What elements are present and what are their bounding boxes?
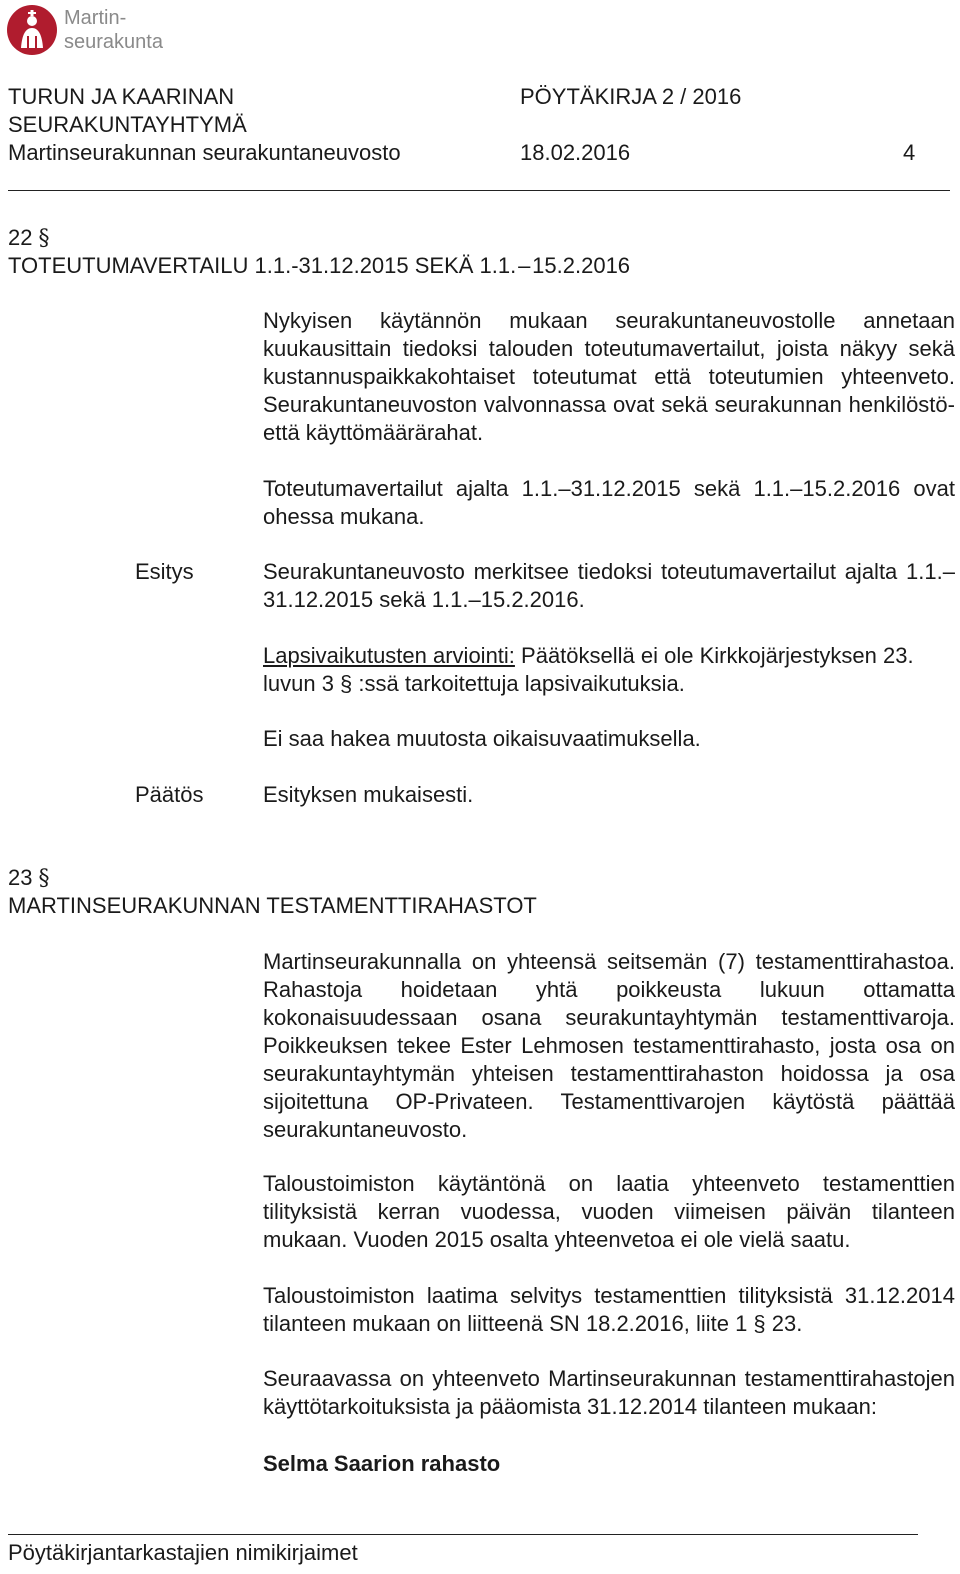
appeal-note: Ei saa hakea muutosta oikaisuvaatimuksella.: [263, 726, 701, 751]
header-org-line-1: TURUN JA KAARINAN: [8, 84, 235, 109]
esitys-label: Esitys: [135, 559, 194, 584]
parish-logo-text: [64, 6, 163, 54]
section-sign: §: [38, 226, 50, 251]
child-impact-assessment: [263, 642, 955, 698]
paatos-text: Esityksen mukaisesti.: [263, 782, 474, 807]
child-impact-label: Lapsivaikutusten arviointi:: [263, 643, 515, 668]
header-doc-title: PÖYTÄKIRJA 2 / 2016: [520, 84, 742, 109]
section-number: 23: [8, 865, 33, 890]
section-number: 22: [8, 225, 33, 250]
section-sign: §: [38, 866, 50, 891]
section-23-paragraph-2: Taloustoimiston käytäntönä on laatia yhteenveto testamenttien tilityksistä kerran vuodessa, vuoden viimeisen päivän tilanteen mukaan. Vuoden 2015 osalta yhteenvetoa ei ole vielä saatu.: [263, 1171, 955, 1252]
child-impact-text: Päätöksellä ei ole Kirkkojärjestyksen 23. luvun 3 § :ssä tarkoitettuja lapsivaikutuksia.: [263, 643, 914, 696]
header-body-name: Martinseurakunnan seurakuntaneuvosto: [8, 140, 401, 165]
section-22-title: TOTEUTUMAVERTAILU 1.1.-31.12.2015 SEKÄ 1.1. – 15.2.2016: [8, 253, 631, 278]
parish-logo: [6, 4, 206, 56]
section-23-paragraph-4: Seuraavassa on yhteenveto Martinseurakunnan testamenttirahastojen käyttötarkoituksista ja pääomista 31.12.2014 tilanteen mukaan:: [263, 1366, 955, 1419]
section-22-paragraph-1: Nykyisen käytännön mukaan seurakuntaneuvostolle annetaan kuukausittain tiedoksi talouden toteutumavertailut, joista näkyy sekä kustannuspaikkakohtaiset toteutumat että toteutumien yhteenveto. Seurakuntaneuvoston valvonnassa ovat sekä seurakunnan henkilöstö- että käyttömäärärahat.: [263, 308, 955, 445]
parish-emblem-icon: [6, 4, 58, 56]
section-23-paragraph-3: Taloustoimiston laatima selvitys testamenttien tilityksistä 31.12.2014 tilanteen mukaan on liitteenä SN 18.2.2016, liite 1 § 23.: [263, 1283, 955, 1336]
header-divider: [8, 190, 950, 191]
paatos-label: Päätös: [135, 782, 204, 807]
logo-line-2: seurakunta: [64, 31, 163, 53]
header-date: 18.02.2016: [520, 140, 631, 165]
fund-subheading: Selma Saarion rahasto: [263, 1451, 501, 1476]
section-23-paragraph-1: Martinseurakunnalla on yhteensä seitsemän (7) testamenttirahastoa. Rahastoja hoidetaan yhtä poikkeusta lukuun ottamatta kokonaisuudessaan osana seurakuntayhtymän testamenttivaroja. Poikkeuksen tekee Ester Lehmosen testamenttirahasto, josta osa on seurakuntayhtymän yhteisen testamenttirahaston hoidossa ja osa sijoitettuna OP-Privateen. Testamenttivarojen käytöstä päättää seurakuntaneuvosto.: [263, 949, 955, 1142]
footer-divider: [8, 1534, 918, 1535]
logo-line-1: Martin-: [64, 7, 127, 29]
section-22-number: [8, 224, 49, 253]
footer-initials-label: Pöytäkirjantarkastajien nimikirjaimet: [8, 1540, 358, 1565]
section-23-number: [8, 864, 49, 893]
page-number: 4: [903, 140, 916, 165]
header-org-line-2: SEURAKUNTAYHTYMÄ: [8, 112, 247, 137]
section-22-paragraph-2: Toteutumavertailut ajalta 1.1.–31.12.2015 sekä 1.1.–15.2.2016 ovat ohessa mukana.: [263, 476, 955, 529]
section-23-title: MARTINSEURAKUNNAN TESTAMENTTIRAHASTOT: [8, 893, 537, 918]
esitys-text: Seurakuntaneuvosto merkitsee tiedoksi toteutumavertailut ajalta 1.1.–31.12.2015 sekä 1.1.–15.2.2016.: [263, 559, 955, 612]
